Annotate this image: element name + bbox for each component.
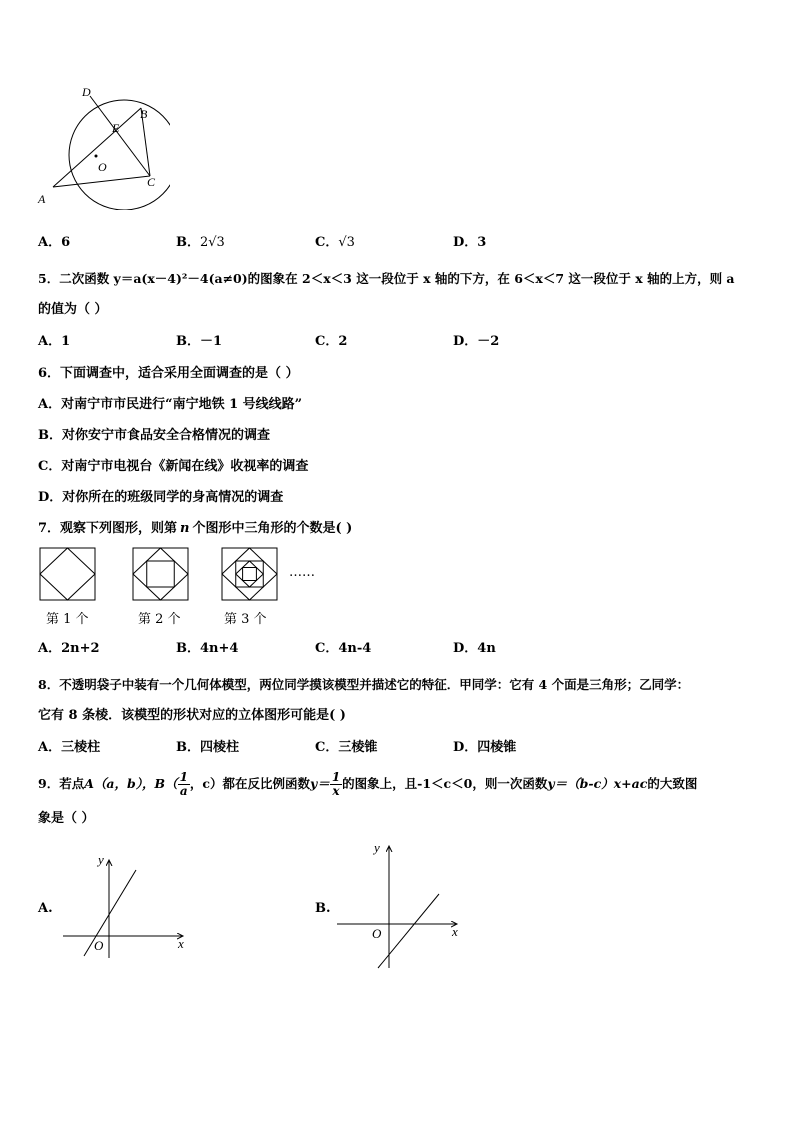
graph-b[interactable] — [332, 838, 472, 973]
label-e: E — [112, 121, 120, 135]
chord-ac — [53, 176, 150, 187]
caption-3: 第 3 个 — [224, 612, 267, 627]
q5-option-b[interactable]: B．－1 — [176, 334, 223, 349]
q6-stem: 6．下面调查中，适合采用全面调查的是（ ） — [38, 366, 299, 381]
graph-line — [84, 870, 136, 956]
q5-option-d[interactable]: D．－2 — [453, 334, 500, 349]
pattern-figure-2 — [131, 546, 191, 602]
q7-option-d[interactable]: D．4n — [453, 641, 496, 656]
pattern-figure-1 — [38, 546, 98, 602]
label-a: A — [38, 192, 46, 206]
caption-1: 第 1 个 — [46, 612, 89, 627]
label-b: B — [140, 107, 148, 121]
q7-option-c[interactable]: C．4n-4 — [315, 641, 372, 656]
q8-option-c[interactable]: C．三棱锥 — [315, 740, 378, 755]
label-o: O — [98, 160, 107, 174]
graph-a-label[interactable]: A. — [38, 901, 53, 916]
fraction-1-over-x: $\frac{1}{x}$ — [331, 769, 341, 798]
q5-option-a[interactable]: A．1 — [38, 334, 71, 349]
q8-option-b[interactable]: B．四棱柱 — [176, 740, 240, 755]
x-label: x — [452, 924, 458, 939]
q8-option-d[interactable]: D．四棱锥 — [453, 740, 517, 755]
origin-label: O — [94, 938, 104, 953]
graph-a[interactable] — [58, 848, 198, 958]
label-c: C — [147, 175, 156, 189]
q7-option-b[interactable]: B．4n+4 — [176, 641, 239, 656]
q6-option-c[interactable]: C．对南宁市电视台《新闻在线》收视率的调查 — [38, 459, 309, 474]
q4-option-b[interactable]: B．2√3 — [176, 235, 225, 250]
y-label: y — [374, 840, 380, 855]
q7-stem: 7．观察下列图形，则第 n 个图形中三角形的个数是( ) — [38, 521, 353, 536]
q5-stem-line1: 5．二次函数 y＝a(x－4)²－4(a≠0)的图象在 2＜x＜3 这一段位于 x 轴的下方，在 6＜x＜7 这一段位于 x 轴的上方，则 a — [38, 271, 735, 286]
label-d: D — [82, 85, 91, 99]
graph-line — [378, 894, 439, 968]
x-label: x — [178, 936, 184, 951]
graph-b-label[interactable]: B. — [315, 901, 331, 916]
q8-option-a[interactable]: A．三棱柱 — [38, 740, 101, 755]
pattern-ellipsis: …… — [289, 565, 315, 580]
circle-figure — [30, 80, 170, 210]
pattern-figure-3 — [220, 546, 280, 602]
center-dot — [95, 155, 98, 158]
q8-stem-line2: 它有 8 条棱．该模型的形状对应的立体图形可能是( ) — [38, 708, 346, 723]
fraction-1-over-a: $\frac{1}{a}$ — [179, 769, 188, 798]
q9-stem-line1: 9．若点 A（a，b），B（ $\frac{1}{a}$ ，c）都在反比例函数 y＝ $\frac{1}{x}$ 的图象上，且-1＜c＜0，则一次函数 y＝（b-c）x+ac 的大致图 — [38, 769, 698, 798]
q6-option-d[interactable]: D．对你所在的班级同学的身高情况的调查 — [38, 490, 284, 505]
q6-option-b[interactable]: B．对你安宁市食品安全合格情况的调查 — [38, 428, 270, 443]
q4-option-c[interactable]: C．√3 — [315, 235, 355, 250]
q4-option-a[interactable]: A．6 — [38, 235, 71, 250]
q8-stem-line1: 8．不透明袋子中装有一个几何体模型，两位同学摸该模型并描述它的特征．甲同学：它有 4 个面是三角形；乙同学： — [38, 677, 690, 692]
q5-stem-line2: 的值为（ ） — [38, 302, 108, 317]
q5-option-c[interactable]: C．2 — [315, 334, 348, 349]
origin-label: O — [372, 926, 382, 941]
q9-stem-line2: 象是（ ） — [38, 811, 95, 826]
y-label: y — [98, 852, 104, 867]
chord-ab — [53, 108, 141, 187]
circle-o — [69, 100, 170, 210]
q7-option-a[interactable]: A．2n+2 — [38, 641, 100, 656]
q4-option-d[interactable]: D．3 — [453, 235, 487, 250]
caption-2: 第 2 个 — [138, 612, 181, 627]
q6-option-a[interactable]: A．对南宁市市民进行“南宁地铁 1 号线线路” — [38, 397, 303, 412]
